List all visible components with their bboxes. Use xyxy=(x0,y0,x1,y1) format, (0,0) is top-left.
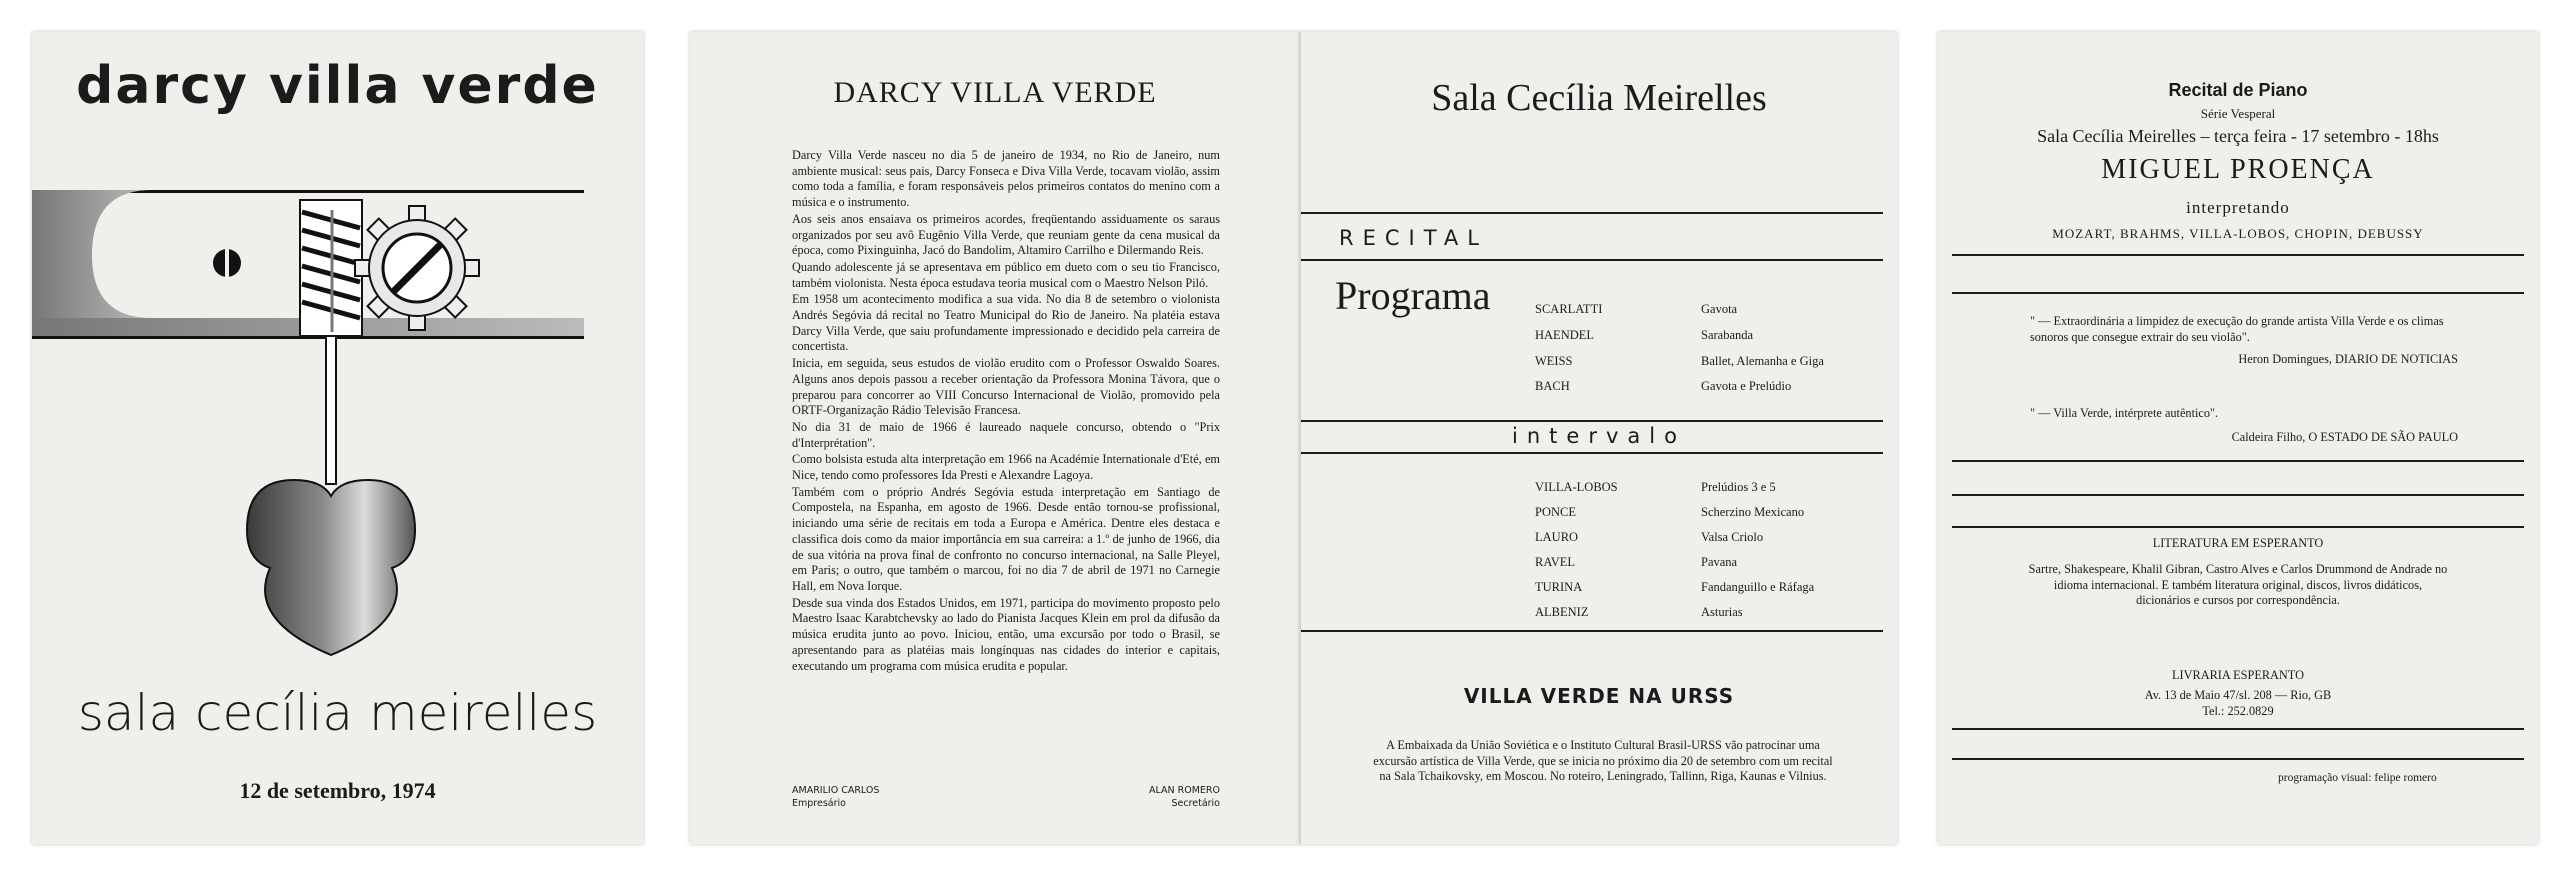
cover-date: 12 de setembro, 1974 xyxy=(239,778,436,803)
design-credit: programação visual: felipe romero xyxy=(2278,772,2437,784)
bio-paragraph: No dia 31 de maio de 1966 é laureado naquele concurso, obtendo o "Prix d'Interprétation". xyxy=(792,419,1220,450)
press-quote-source: Heron Domingues, DIARIO DE NOTICIAS xyxy=(2238,352,2458,366)
program-work: Gavota xyxy=(1701,302,1738,316)
bio-paragraph: Como bolsista estuda alta interpretação em 1966 na Académie Internationale d'Eté, em Nice, tendo como professores Ida Presti e Alexandre Lagoya. xyxy=(792,452,1220,483)
program-work: Asturias xyxy=(1701,605,1743,619)
program-composer: SCARLATTI xyxy=(1535,302,1603,316)
left-arc xyxy=(32,190,152,318)
program-work: Scherzino Mexicano xyxy=(1701,505,1805,519)
program-work: Fandanguillo e Ráfaga xyxy=(1701,580,1815,594)
bookstore-phone: Tel.: 252.0829 xyxy=(2202,704,2274,718)
signature-name: ALAN ROMERO xyxy=(1149,785,1220,796)
press-quote: " — Villa Verde, intérprete autêntico". xyxy=(2030,406,2219,420)
program-page xyxy=(1300,32,1897,844)
program-composer: ALBENIZ xyxy=(1535,605,1589,619)
event-series: Série Vesperal xyxy=(2200,106,2276,121)
bio-paragraph: Inicia, em seguida, seus estudos de violão erudito com o Professor Oswaldo Soares. Alguns anos depois passou a receber orientação da Professora Monina Távora, que o preparou para concorrer ao VIII Concurso Internacional de Violão, promovido pela ORTF-Organização Rádio Televisão Francesa. xyxy=(792,356,1220,418)
event-type: Recital de Piano xyxy=(2168,80,2308,100)
flyer-cover xyxy=(32,32,643,844)
urss-title: VILLA VERDE NA URSS xyxy=(1463,684,1735,708)
program-composer: PONCE xyxy=(1535,505,1576,519)
press-quote-source: Caldeira Filho, O ESTADO DE SÃO PAULO xyxy=(2231,430,2458,444)
cover-venue: sala cecília meirelles xyxy=(77,684,598,742)
bio-paragraph: Darcy Villa Verde nasceu no dia 5 de janeiro de 1934, no Rio de Janeiro, num ambiente musical: seus pais, Darcy Fonseca e Diva Villa Verde, tocavam violão, assim como toda a família, e foram responsáveis pelos primeiros contatos do menino com a música e o instrumento. xyxy=(792,148,1220,210)
program-composer: LAURO xyxy=(1535,530,1579,544)
literature-text: Sartre, Shakespeare, Khalil Gibran, Castro Alves e Carlos Drummond de Andrade no idioma internacional. E também literatura original, discos, livros didáticos, dicionários e cursos por correspondência. xyxy=(2028,562,2448,607)
urss-text: A Embaixada da União Soviética e o Instituto Cultural Brasil-URSS vão patrocinar uma excursão artística de Villa Verde, que se inicia no próximo dia 20 de setembro com um recital na Sala Tchaikovsky, em Moscou. No roteiro, Leningrado, Tallinn, Riga, Kaunas e Vilnius. xyxy=(1373,738,1833,783)
program-work: Ballet, Alemanha e Giga xyxy=(1701,354,1824,368)
program-composer: TURINA xyxy=(1535,580,1583,594)
event-venue-line: Sala Cecília Meirelles – terça feira - 17 setembro - 18hs xyxy=(2037,126,2439,146)
program-work: Prelúdios 3 e 5 xyxy=(1701,480,1776,494)
signature-secretary xyxy=(1149,784,1220,810)
program-composer: RAVEL xyxy=(1535,555,1576,569)
program-label: Programa xyxy=(1335,273,1491,318)
program-work: Sarabanda xyxy=(1701,328,1754,342)
bio-paragraph: Aos seis anos ensaiava os primeiros acordes, freqüentando assiduamente os saraus organizados por seu avô Eugênio Villa Verde, que reuniam gente da cena musical da época, como Pixinguinha, Jacó do Bandolim, Altamiro Carrilho e Dilermando Reis. xyxy=(792,211,1220,258)
program-work: Pavana xyxy=(1701,555,1738,569)
event-interpreting: interpretando xyxy=(2186,198,2290,217)
guitar-body xyxy=(247,480,415,655)
bio-paragraph: Também com o próprio Andrés Segóvia estuda interpretação em Santiago de Compostela, na Espanha, em agosto de 1966. Desde então tornou-se profissional, iniciando uma série de recitais em toda a Europa e América. Dentre eles destaca e classifica dois como da maior importância em sua carreira: a 1.º de junho de 1966, dia de sua vitória na prova final de confronto no concurso internacional, na Salle Pleyel, em Paris; o outro, que também o marcou, foi no dia 7 de abril de 1971 no Carnegie Hall, em Nova Iorque. xyxy=(792,484,1220,593)
signature-role: Empresário xyxy=(792,798,846,809)
event-artist: MIGUEL PROENÇA xyxy=(2101,154,2375,185)
bio-page xyxy=(690,32,1300,844)
signature-name: AMARILIO CARLOS xyxy=(792,785,880,796)
literature-title: LITERATURA EM ESPERANTO xyxy=(2152,536,2324,550)
bookstore-name: LIVRARIA ESPERANTO xyxy=(2172,668,2304,682)
program-composer: BACH xyxy=(1535,379,1570,393)
program-work: Valsa Criolo xyxy=(1701,530,1764,544)
program-composer: VILLA-LOBOS xyxy=(1535,480,1618,494)
program-venue: Sala Cecília Meirelles xyxy=(1431,77,1767,119)
cover-title: darcy villa verde xyxy=(76,56,599,116)
guitarist-illustration xyxy=(32,150,643,690)
gear-icon xyxy=(355,206,479,330)
tuning-pegs-illustration xyxy=(300,200,362,336)
interval-label: intervalo xyxy=(1512,424,1686,448)
bio-text xyxy=(792,148,1220,675)
program-composer: HAENDEL xyxy=(1535,328,1595,342)
press-quote: " — Extraordinária a limpidez de execução do grande artista Villa Verde e os climas sonoros que consegue extrair do seu violão". xyxy=(2030,314,2444,344)
recital-label: RECITAL xyxy=(1339,226,1488,250)
bio-paragraph: Desde sua vinda dos Estados Unidos, em 1971, participa do movimento proposto pelo Maestro Isaac Karabtchevsky ao lado do Pianista Jacques Klein em prol da difusão da música erudita junto ao povo. Iniciou, então, uma excursão por todo o Brasil, se apresentando para as platéias mais longínquas nas cidades do interior e capitais, executando um programa com música erudita e popular. xyxy=(792,595,1220,673)
bio-title: DARCY VILLA VERDE xyxy=(833,76,1157,109)
signature-impresario xyxy=(792,784,879,810)
event-composers: MOZART, BRAHMS, VILLA-LOBOS, CHOPIN, DEBUSSY xyxy=(2052,226,2424,241)
bio-paragraph: Em 1958 um acontecimento modifica a sua vida. No dia 8 de setembro o violonista Andrés Segóvia dá recital no Teatro Municipal do Rio de Janeiro. Na platéia estava Darcy Villa Verde, que saiu profundamente impressionado e decidido pela carreira de concertista. xyxy=(792,292,1220,354)
program-composer: WEISS xyxy=(1535,354,1573,368)
bio-paragraph: Quando adolescente já se apresentava em público em dueto com o seu tio Francisco, também violonista. Nesta época estudava teoria musical com o Maestro Nelson Piló. xyxy=(792,259,1220,290)
back-page xyxy=(1938,32,2538,844)
bookstore-address: Av. 13 de Maio 47/sl. 208 — Rio, GB xyxy=(2144,688,2332,702)
signature-role: Secretário xyxy=(1171,798,1220,809)
guitar-neck xyxy=(326,336,336,484)
program-work: Gavota e Prelúdio xyxy=(1701,379,1792,393)
